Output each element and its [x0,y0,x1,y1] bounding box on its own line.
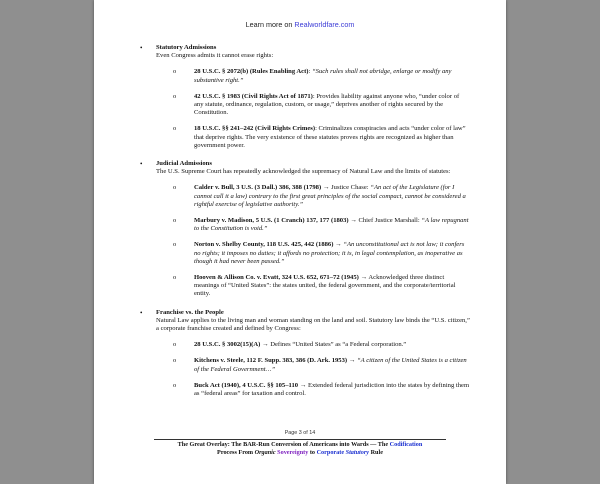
list-item [156,93,470,118]
quote: “An unconstitutional act is not law; it confers no rights; it imposes no duties; it affords no protection; it is, in legal contemplation, as inoperative as though it had never been passed.” [194,241,465,265]
banner-text: Learn more on [245,20,295,29]
list-item [156,274,470,299]
circle-bullet-icon: o [173,68,177,76]
citation: Marbury v. Madison, 5 U.S. (1 Cranch) 137, 177 (1803) [194,217,349,225]
item-text: : Criminalizes conspiracies and acts “under color of law” that deprive rights. The very existence of these statutes proves rights are recognized as higher than government power. [194,125,466,149]
section-title: Judicial Admissions [156,160,212,168]
statutory-link[interactable]: Statutory [345,449,370,456]
sovereignty-link[interactable]: Sovereignty [277,449,309,456]
quote: “Such rules shall not abridge, enlarge or modify any substantive right.” [194,68,452,84]
citation: 28 U.S.C. § 3002(15)(A) [194,341,261,349]
list-item [156,341,470,349]
circle-bullet-icon: o [173,381,177,389]
bullet-icon: • [140,44,143,52]
footer-text: The Great Overlay: The BAR-Run Conversion of Americans into Wards — The [177,441,390,448]
footer-organic: Organic [254,449,276,456]
citation: 28 U.S.C. § 2072(b) (Rules Enabling Act) [194,68,309,76]
quote: “A law repugnant to the Constitution is void.” [194,217,469,233]
section-judicial-admissions [140,160,470,299]
circle-bullet-icon: o [173,217,177,225]
footer-text: to [308,449,317,456]
circle-bullet-icon: o [173,357,177,365]
item-text: → Justice Chase: [321,184,371,192]
footer-line-1 [144,441,456,449]
codification-link[interactable]: Codification [389,441,423,448]
section-title: Franchise vs. the People [156,308,224,316]
document-page [94,0,506,484]
item-text: → Chief Justice Marshall: [348,217,422,225]
item-text: : [308,68,312,76]
section-intro: The U.S. Supreme Court has repeatedly acknowledged the supremacy of Natural Law and the limits of statutes: [156,168,451,176]
quote: “An act of the Legislature (for I cannot call it a law) contrary to the first great principles of the social compact, cannot be considered a rightful exercise of legislative authority.” [194,184,466,208]
footer-title [144,441,456,457]
list-item [156,125,470,150]
citation: Hooven & Allison Co. v. Evatt, 324 U.S. 652, 671–72 (1945) [194,274,359,282]
list-item [156,217,470,233]
citation: Buck Act (1940), 4 U.S.C. §§ 105–110 [194,381,299,389]
circle-bullet-icon: o [173,274,177,282]
list-item [156,357,470,373]
citation: Calder v. Bull, 3 U.S. (3 Dall.) 386, 388 (1798) [194,184,322,192]
page-number: Page 3 of 14 [284,430,316,436]
section-statutory-admissions [140,44,470,150]
footer-text: Rule [369,449,383,456]
list-item [156,382,470,398]
circle-bullet-icon: o [173,92,177,100]
circle-bullet-icon: o [173,341,177,349]
item-text: → [333,241,344,249]
section-title: Statutory Admissions [156,44,217,51]
section-intro: Natural Law applies to the living man and woman standing on the land and soil. Statutory law binds the “U.S. citizen,” a corporate franchise created and defined by Congress: [156,316,470,333]
section-franchise-vs-people [140,309,470,399]
item-text: : Provides liability against anyone who, “under color of any statute, ordinance, regulation, custom, or usage,” deprives another of rights secured by the Constitution. [194,92,460,117]
item-text: → Defines “United States” as “a Federal corporation.” [260,341,407,349]
bullet-icon: • [140,308,143,317]
promo-banner [94,20,506,29]
list-item [156,68,470,84]
footer-divider [154,439,446,440]
item-text: → [347,357,357,365]
item-text: → Acknowledged three distinct meanings of “United States”: the states united, the federal government, and the corporate/territorial entity. [194,274,456,298]
citation: Kitchens v. Steele, 112 F. Supp. 383, 386 (D. Ark. 1953) [194,357,348,365]
section-intro: Even Congress admits it cannot erase rights: [156,52,274,60]
citation: 42 U.S.C. § 1983 (Civil Rights Act of 1871) [194,92,313,100]
citation: Norton v. Shelby County, 118 U.S. 425, 442 (1886) [194,241,334,249]
circle-bullet-icon: o [173,241,177,249]
footer-line-2 [144,449,456,457]
quote: “A citizen of the United States is a citizen of the Federal Government…” [194,357,467,373]
list-item [156,184,470,209]
list-item [156,241,470,266]
citation: 18 U.S.C. §§ 241–242 (Civil Rights Crimes) [194,125,316,133]
realworldfare-link[interactable]: Realworldfare.com [294,20,355,29]
document-body [140,44,470,404]
corporate-link[interactable]: Corporate [316,449,345,456]
bullet-icon: • [140,160,143,169]
item-text: → Extended federal jurisdiction into the states by defining them as “federal areas” for taxation and control. [194,381,470,398]
footer-text: Process From [217,449,255,456]
circle-bullet-icon: o [173,184,177,192]
circle-bullet-icon: o [173,125,177,133]
